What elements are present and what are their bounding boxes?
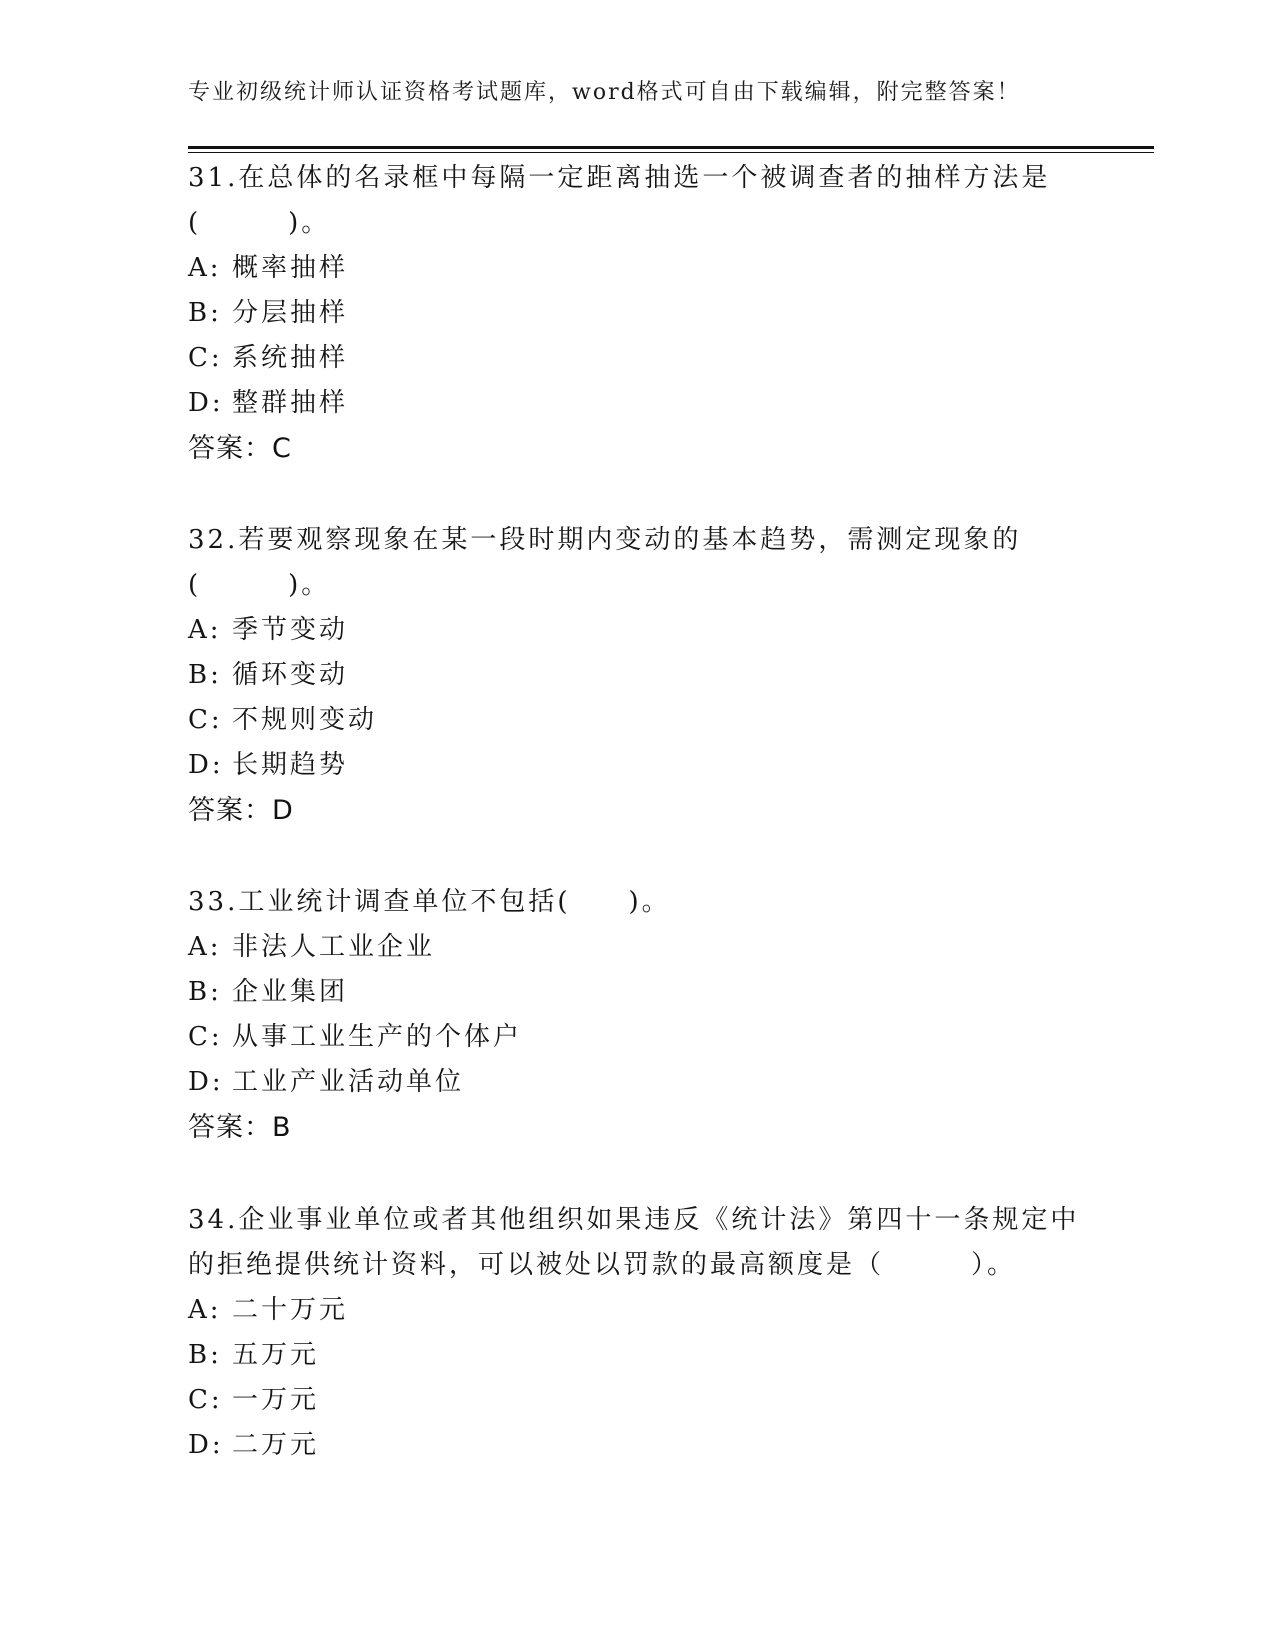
option-text: 季节变动 <box>232 615 349 645</box>
option-letter: A: <box>188 253 222 283</box>
option-letter: B: <box>188 660 222 690</box>
option-letter: B: <box>188 1340 222 1370</box>
option-d <box>188 743 1088 788</box>
option-text: 概率抽样 <box>232 253 349 283</box>
answer-line: 答案：D <box>188 795 294 826</box>
option-text: 整群抽样 <box>232 388 349 418</box>
option-text: 企业集团 <box>232 977 349 1007</box>
option-letter: C: <box>188 705 223 735</box>
option-text: 不规则变动 <box>232 705 378 735</box>
option-letter: C: <box>188 1385 223 1415</box>
option-c <box>188 698 1088 743</box>
question-33 <box>188 880 1088 1150</box>
option-d <box>188 1423 1088 1468</box>
option-letter: C: <box>188 1022 223 1052</box>
option-text: 工业产业活动单位 <box>232 1067 465 1097</box>
question-text-line: 32.若要观察现象在某一段时期内变动的基本趋势，需测定现象的 <box>188 525 1022 555</box>
option-text: 分层抽样 <box>232 298 349 328</box>
option-b <box>188 970 1088 1015</box>
option-letter: D: <box>188 1430 224 1460</box>
option-a <box>188 925 1088 970</box>
option-letter: C: <box>188 343 223 373</box>
option-a <box>188 246 1088 291</box>
option-text: 从事工业生产的个体户 <box>232 1022 523 1052</box>
answer-line: 答案：C <box>188 433 292 464</box>
option-text: 一万元 <box>232 1385 320 1415</box>
question-text-line: 33.工业统计调查单位不包括( )。 <box>188 887 671 917</box>
option-d <box>188 381 1088 426</box>
page-header: 专业初级统计师认证资格考试题库，word格式可自由下载编辑，附完整答案！ <box>188 80 1021 105</box>
option-letter: A: <box>188 615 222 645</box>
option-letter: B: <box>188 977 222 1007</box>
question-32 <box>188 518 1088 833</box>
option-b <box>188 291 1088 336</box>
question-31 <box>188 156 1088 471</box>
header-rule-thick <box>188 146 1154 149</box>
option-letter: A: <box>188 1295 222 1325</box>
option-b <box>188 1333 1088 1378</box>
question-text-line: ( )。 <box>188 570 331 600</box>
option-c <box>188 336 1088 381</box>
option-a <box>188 1288 1088 1333</box>
option-text: 五万元 <box>232 1340 320 1370</box>
option-a <box>188 608 1088 653</box>
answer-line: 答案：B <box>188 1112 292 1143</box>
question-34 <box>188 1198 1088 1468</box>
option-letter: D: <box>188 388 224 418</box>
option-letter: D: <box>188 1067 224 1097</box>
question-text-line: 34.企业事业单位或者其他组织如果违反《统计法》第四十一条规定中 <box>188 1205 1080 1235</box>
question-text-line: 31.在总体的名录框中每隔一定距离抽选一个被调查者的抽样方法是 <box>188 163 1051 193</box>
option-letter: B: <box>188 298 222 328</box>
option-letter: A: <box>188 932 222 962</box>
option-c <box>188 1015 1088 1060</box>
option-b <box>188 653 1088 698</box>
question-text-line: ( )。 <box>188 208 331 238</box>
header-rule-thin <box>188 152 1154 153</box>
question-text-line: 的拒绝提供统计资料，可以被处以罚款的最高额度是（ ）。 <box>188 1250 1017 1280</box>
option-text: 循环变动 <box>232 660 349 690</box>
option-d <box>188 1060 1088 1105</box>
option-text: 二万元 <box>232 1430 320 1460</box>
option-text: 非法人工业企业 <box>232 932 436 962</box>
option-letter: D: <box>188 750 224 780</box>
option-text: 二十万元 <box>232 1295 349 1325</box>
option-text: 系统抽样 <box>232 343 349 373</box>
option-text: 长期趋势 <box>232 750 349 780</box>
option-c <box>188 1378 1088 1423</box>
